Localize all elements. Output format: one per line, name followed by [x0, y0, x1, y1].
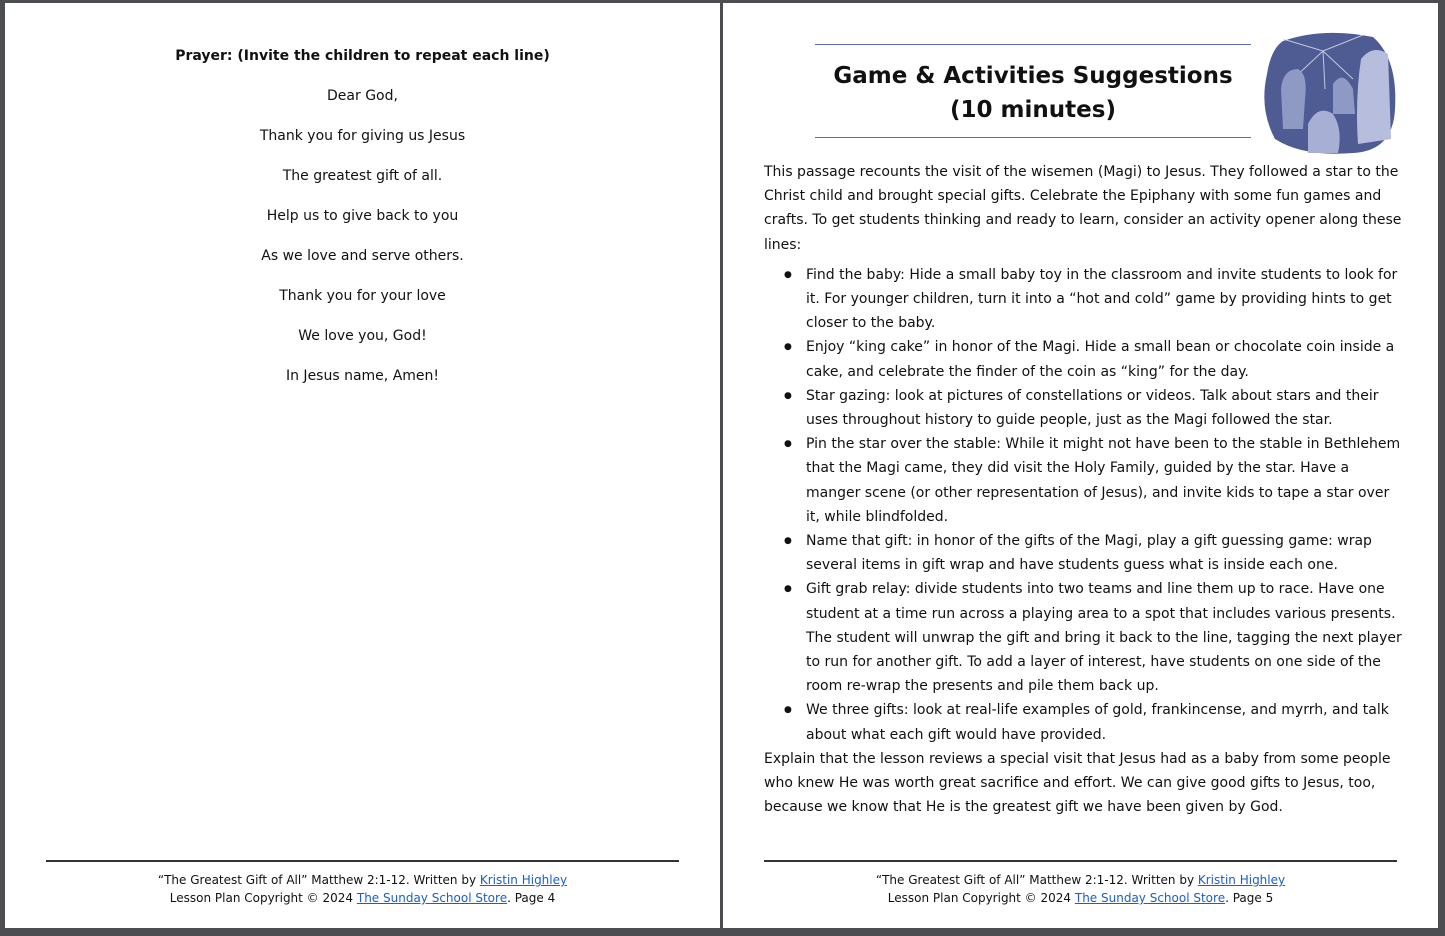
prayer-line: In Jesus name, Amen!: [285, 368, 440, 384]
section-title: [815, 59, 1251, 127]
activities-body: [764, 160, 1404, 819]
title-line: (10 minutes): [950, 97, 1116, 123]
list-item: ● Gift grab relay: divide students into two teams and line them up to race. Have one student at a time run across a playing area to a spot that includes various presents. The student will unwrap the gift and bring it back to the line, tagging the next player to run for another gift. To add a layer of interest, have students on one side of the room re-wrap the presents and pile them back up.: [764, 577, 1404, 698]
store-link[interactable]: The Sunday School Store: [356, 891, 508, 905]
list-item: ● Name that gift: in honor of the gifts of the Magi, play a gift guessing game: wrap several items in gift wrap and have students guess what is inside each one.: [764, 529, 1404, 577]
magi-illustration: [1263, 29, 1398, 155]
footer-text: Lesson Plan Copyright © 2024: [887, 891, 1075, 905]
store-link[interactable]: The Sunday School Store: [1074, 891, 1226, 905]
page-number: . Page 5: [1225, 891, 1274, 905]
list-item: ● Find the baby: Hide a small baby toy in the classroom and invite students to look for it. For younger children, turn it into a “hot and cold” game by providing hints to get closer to the baby.: [764, 263, 1404, 336]
footer-divider: [764, 860, 1397, 862]
title-line: Game & Activities Suggestions: [833, 63, 1233, 89]
prayer-line: The greatest gift of all.: [282, 168, 443, 184]
list-item: ● Pin the star over the stable: While it might not have been to the stable in Bethlehem that the Magi came, they did visit the Holy Family, guided by the star. Have a manger scene (or other representation of Jesus), and invite kids to tape a star over it, while blindfolded.: [764, 432, 1404, 529]
closing-paragraph: Explain that the lesson reviews a special visit that Jesus had as a baby from some people who knew He was worth great sacrifice and effort. We can give good gifts to Jesus, too, because we know that He is the greatest gift we have been given by God.: [764, 750, 1391, 816]
footer-text: “The Greatest Gift of All” Matthew 2:1-12. Written by: [157, 873, 480, 887]
footer: [46, 871, 679, 907]
prayer-line: Thank you for giving us Jesus: [259, 128, 466, 144]
title-rule-bottom: [815, 137, 1251, 138]
title-rule-top: [815, 44, 1251, 45]
author-link[interactable]: Kristin Highley: [479, 873, 568, 887]
prayer-line: As we love and serve others.: [261, 248, 464, 264]
prayer-line: Thank you for your love: [279, 288, 446, 304]
author-link[interactable]: Kristin Highley: [1197, 873, 1286, 887]
prayer-title: Prayer: (Invite the children to repeat each line): [175, 48, 550, 64]
footer: [764, 871, 1397, 907]
list-item: ● Star gazing: look at pictures of constellations or videos. Talk about stars and their uses throughout history to guide people, just as the Magi followed the star.: [764, 384, 1404, 432]
intro-paragraph: This passage recounts the visit of the wisemen (Magi) to Jesus. They followed a star to the Christ child and brought special gifts. Celebrate the Epiphany with some fun games and crafts. To get students thinking and ready to learn, consider an activity opener along these lines:: [764, 164, 1402, 253]
footer-divider: [46, 860, 679, 862]
prayer-line: Dear God,: [327, 88, 398, 104]
page-number: . Page 4: [507, 891, 556, 905]
list-item: ● We three gifts: look at real-life examples of gold, frankincense, and myrrh, and talk about what each gift would have provided.: [764, 698, 1404, 746]
activities-list: [764, 263, 1404, 747]
footer-text: “The Greatest Gift of All” Matthew 2:1-12. Written by: [875, 873, 1198, 887]
page-5: [723, 3, 1438, 928]
page-4: [5, 3, 720, 928]
footer-text: Lesson Plan Copyright © 2024: [169, 891, 357, 905]
prayer-line: We love you, God!: [298, 328, 427, 344]
list-item: ● Enjoy “king cake” in honor of the Magi. Hide a small bean or chocolate coin inside a cake, and celebrate the finder of the coin as “king” for the day.: [764, 335, 1404, 383]
prayer-line: Help us to give back to you: [266, 208, 459, 224]
